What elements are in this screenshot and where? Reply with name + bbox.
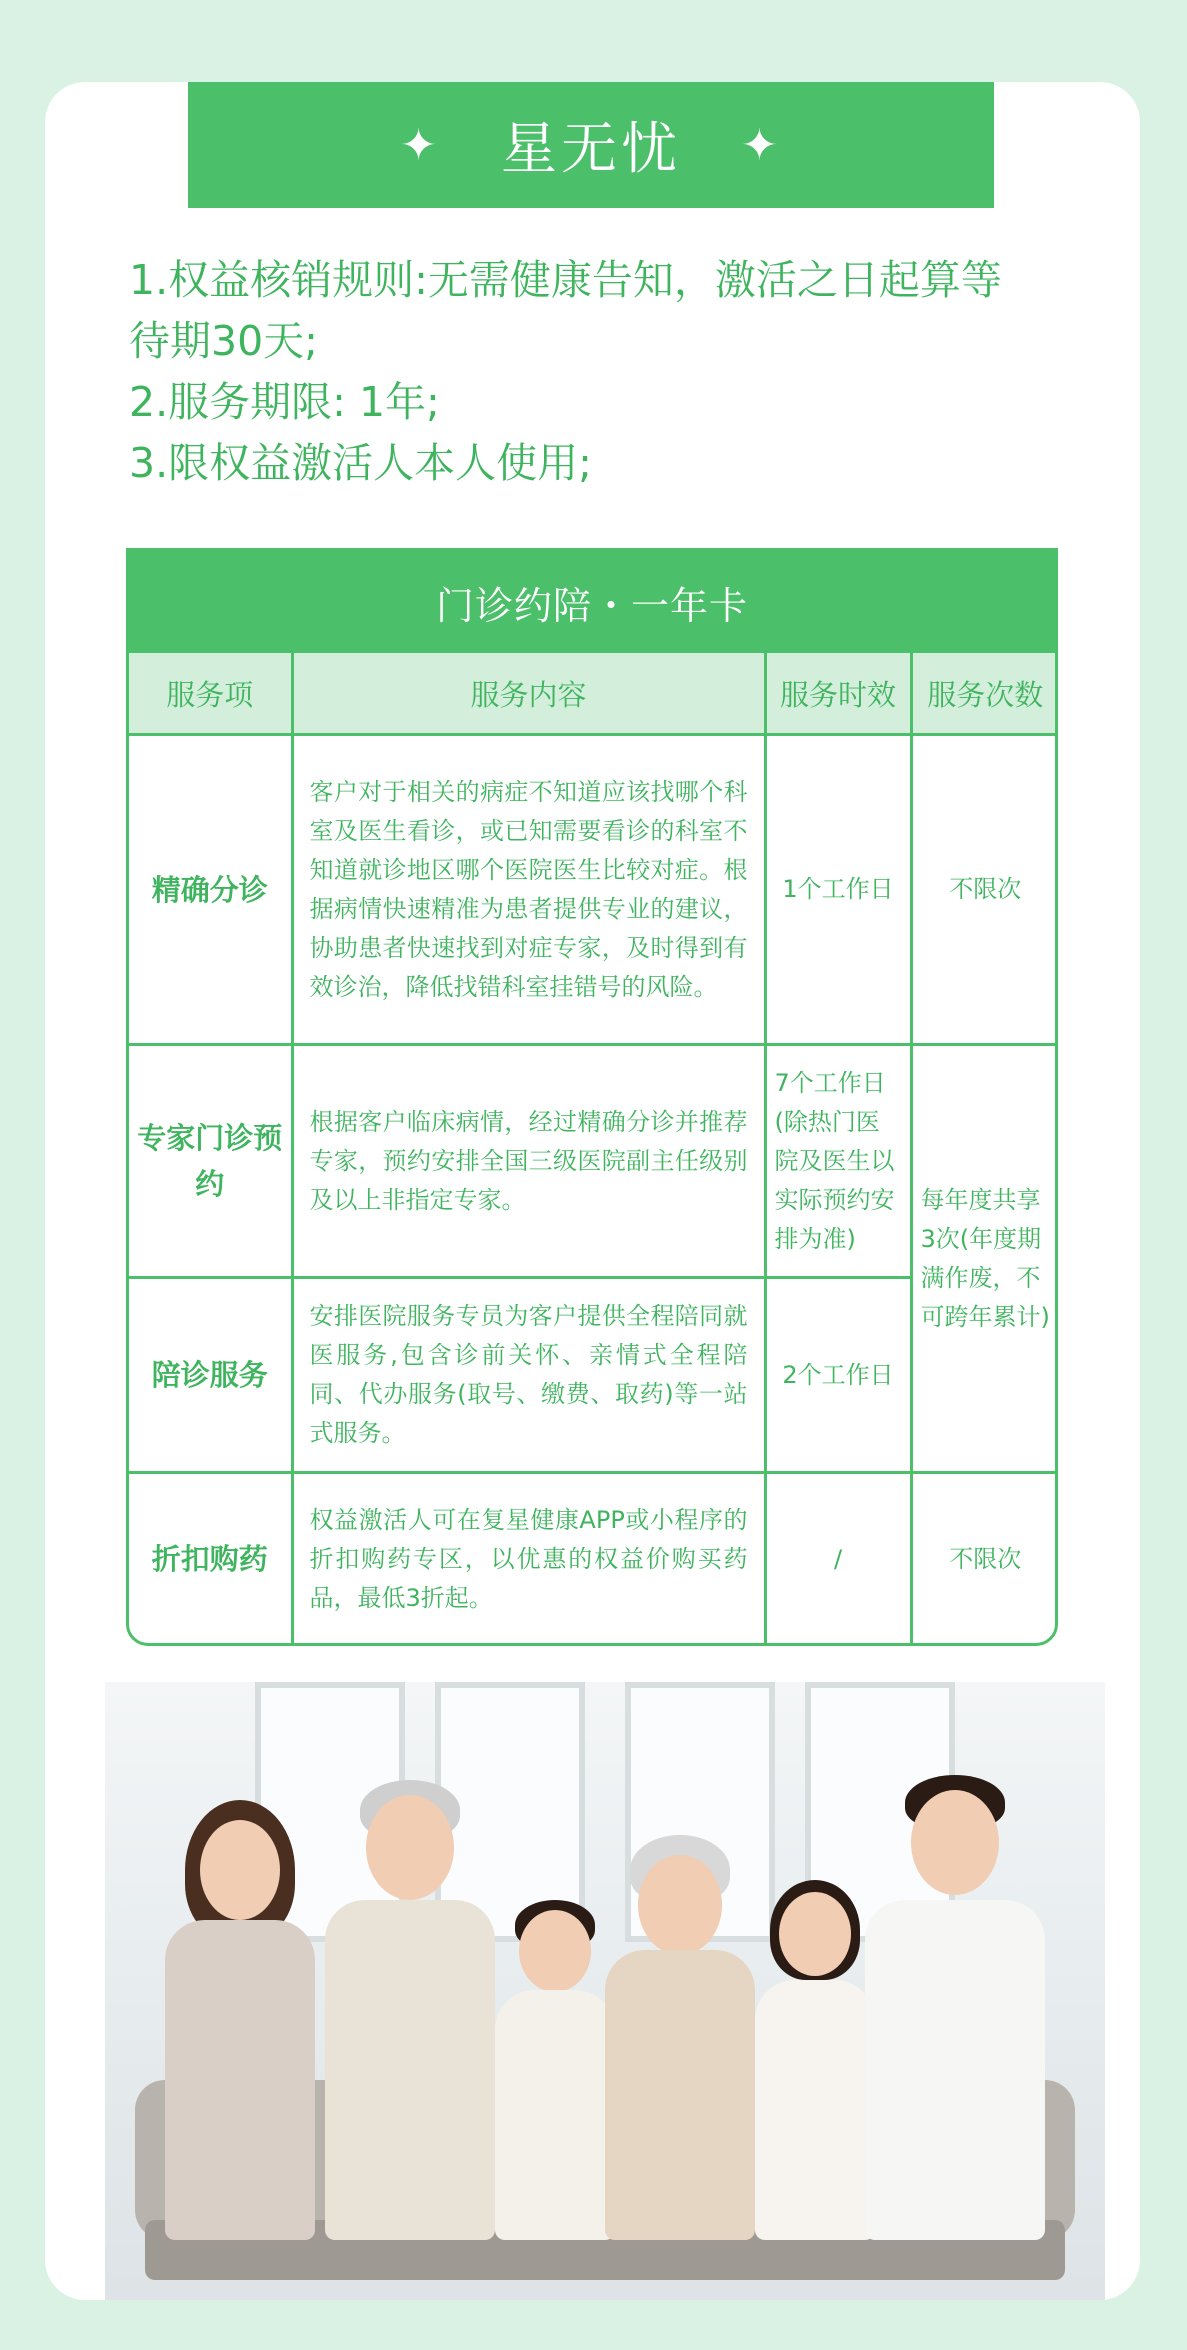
service-table	[126, 548, 1058, 1646]
table-row	[129, 1045, 1058, 1278]
title-banner	[188, 82, 994, 208]
service-count: 不限次	[911, 1473, 1058, 1645]
rules-list	[129, 250, 1089, 494]
service-time: 2个工作日	[765, 1278, 911, 1473]
table-row	[129, 1473, 1058, 1645]
service-item: 专家门诊预约	[129, 1045, 292, 1278]
service-item: 陪诊服务	[129, 1278, 292, 1473]
person-boy	[495, 1880, 615, 2240]
rule-line: 2.服务期限: 1年;	[129, 378, 440, 426]
sparkle-icon: ✦	[400, 119, 441, 171]
service-time: 1个工作日	[765, 735, 911, 1045]
service-content: 根据客户临床病情，经过精确分诊并推荐专家，预约安排全国三级医院副主任级别及以上非指定专家。	[292, 1045, 765, 1278]
table-title: 门诊约陪・一年卡	[129, 551, 1055, 653]
person-grandfather	[325, 1740, 495, 2240]
rule-line: 3.限权益激活人本人使用;	[129, 439, 592, 487]
rule-line: 待期30天;	[129, 317, 318, 365]
header-time: 服务时效	[765, 653, 911, 735]
table-header-row	[129, 653, 1058, 735]
header-item: 服务项	[129, 653, 292, 735]
person-grandmother	[605, 1800, 755, 2240]
person-man	[865, 1740, 1045, 2240]
banner-title: 星无忧	[501, 117, 681, 182]
service-item: 折扣购药	[129, 1473, 292, 1645]
service-time: 7个工作日(除热门医院及医生以实际预约安排为准)	[765, 1045, 911, 1278]
person-woman	[165, 1760, 315, 2240]
service-content: 权益激活人可在复星健康APP或小程序的折扣购药专区，以优惠的权益价购买药品，最低3折起。	[292, 1473, 765, 1645]
service-count: 每年度共享3次(年度期满作废，不可跨年累计)	[911, 1045, 1058, 1473]
benefit-card	[45, 82, 1140, 2300]
rule-line: 1.权益核销规则:无需健康告知，激活之日起算等	[129, 256, 1002, 304]
person-girl	[755, 1860, 875, 2240]
service-time: /	[765, 1473, 911, 1645]
service-content: 客户对于相关的病症不知道应该找哪个科室及医生看诊，或已知需要看诊的科室不知道就诊地区哪个医院医生比较对症。根据病情快速精准为患者提供专业的建议，协助患者快速找到对症专家，及时得到有效诊治，降低找错科室挂错号的风险。	[292, 735, 765, 1045]
header-count: 服务次数	[911, 653, 1058, 735]
header-content: 服务内容	[292, 653, 765, 735]
sparkle-icon: ✦	[741, 119, 782, 171]
service-count: 不限次	[911, 735, 1058, 1045]
table-row	[129, 735, 1058, 1045]
family-photo	[105, 1682, 1105, 2300]
service-item: 精确分诊	[129, 735, 292, 1045]
service-content: 安排医院服务专员为客户提供全程陪同就医服务,包含诊前关怀、亲情式全程陪同、代办服务(取号、缴费、取药)等一站式服务。	[292, 1278, 765, 1473]
